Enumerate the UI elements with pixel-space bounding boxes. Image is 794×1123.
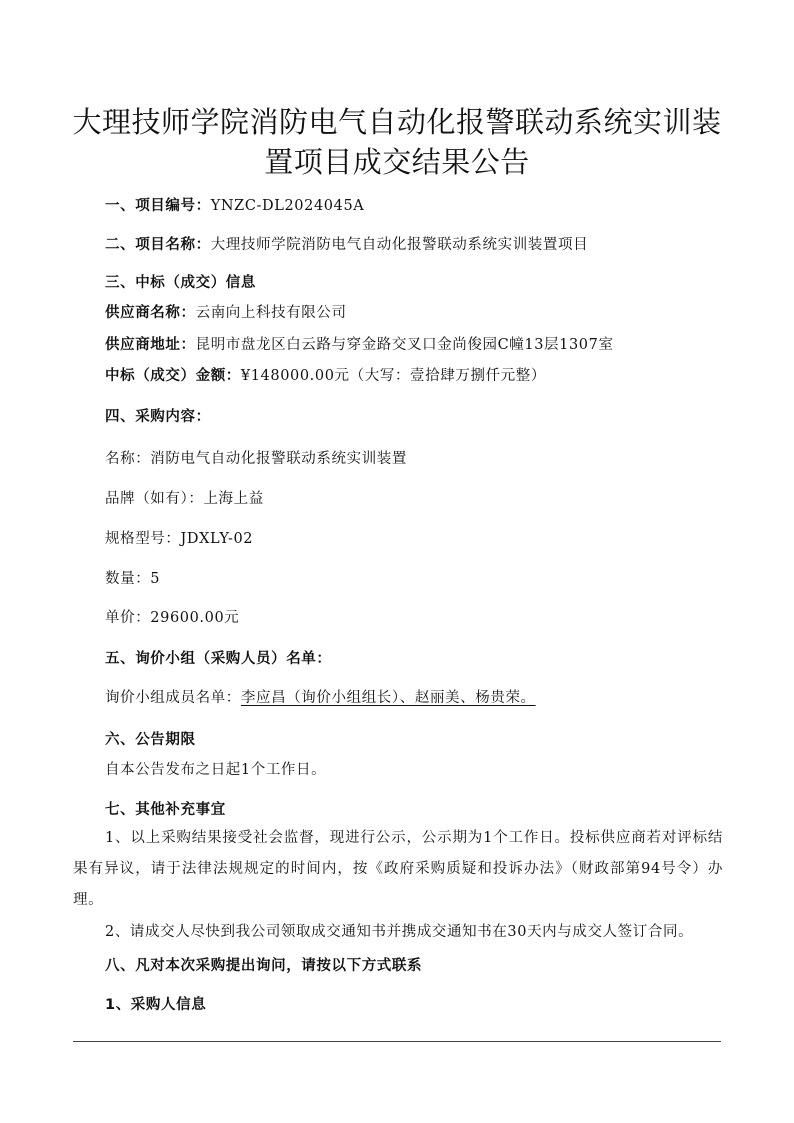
item-model: 规格型号：JDXLY-02 <box>105 531 254 547</box>
project-name-row <box>105 234 734 256</box>
project-name-value: 大理技师学院消防电气自动化报警联动系统实训装置项目 <box>210 237 589 253</box>
supplier-name-value: 云南向上科技有限公司 <box>195 305 347 321</box>
award-amount-value: ¥148000.00元（大写：壹拾肆万捌仟元整） <box>240 368 546 384</box>
item-brand: 品牌（如有）：上海上益 <box>105 491 264 507</box>
project-number-row <box>105 195 734 217</box>
footer-divider <box>73 1041 721 1042</box>
award-amount-row <box>105 365 734 387</box>
inquiry-group-heading: 五、询价小组（采购人员）名单： <box>105 651 332 667</box>
project-number-value: YNZC-DL2024045A <box>210 198 365 214</box>
supplementary-paragraph-1: 1、以上采购结果接受社会监督，现进行公示，公示期为1个工作日。投标供应商若对评标结果有异议，请于法律法规规定的时间内，按《政府采购质疑和投诉办法》（财政部第94号令）办理。 <box>73 830 723 908</box>
inquiry-members-label: 询价小组成员名单： <box>105 690 241 706</box>
supplier-name-row <box>105 302 734 324</box>
inquiry-members-row <box>105 687 734 709</box>
supplementary-heading: 七、其他补充事宜 <box>105 802 226 818</box>
document-title-line-1: 大理技师学院消防电气自动化报警联动系统实训装 <box>72 105 722 139</box>
notice-period-text: 自本公告发布之日起1个工作日。 <box>105 762 327 778</box>
supplier-address-label: 供应商地址： <box>105 337 196 353</box>
project-number-label: 一、项目编号： <box>105 198 211 214</box>
item-name: 名称：消防电气自动化报警联动系统实训装置 <box>105 451 407 467</box>
inquiry-members-value: 李应昌（询价小组组长）、赵丽美、杨贵荣。 <box>240 690 536 706</box>
supplier-address-value: 昆明市盘龙区白云路与穿金路交叉口金尚俊园C幢13层1307室 <box>195 337 614 353</box>
award-amount-label: 中标（成交）金额： <box>105 368 241 384</box>
purchaser-info-heading: 1、采购人信息 <box>105 997 207 1013</box>
supplier-name-label: 供应商名称： <box>105 305 196 321</box>
notice-period-heading: 六、公告期限 <box>105 732 196 748</box>
document-title-line-2: 置项目成交结果公告 <box>264 145 530 179</box>
procurement-content-heading: 四、采购内容： <box>105 409 211 425</box>
item-unit-price: 单价：29600.00元 <box>105 610 240 626</box>
project-name-label: 二、项目名称： <box>105 237 211 253</box>
award-info-heading: 三、中标（成交）信息 <box>105 275 256 291</box>
item-quantity: 数量：5 <box>105 571 161 587</box>
supplier-address-row <box>105 334 734 356</box>
supplementary-paragraph-2: 2、请成交人尽快到我公司领取成交通知书并携成交通知书在30天内与成交人签订合同。 <box>105 924 694 940</box>
contact-heading: 八、凡对本次采购提出询问，请按以下方式联系 <box>105 958 423 974</box>
